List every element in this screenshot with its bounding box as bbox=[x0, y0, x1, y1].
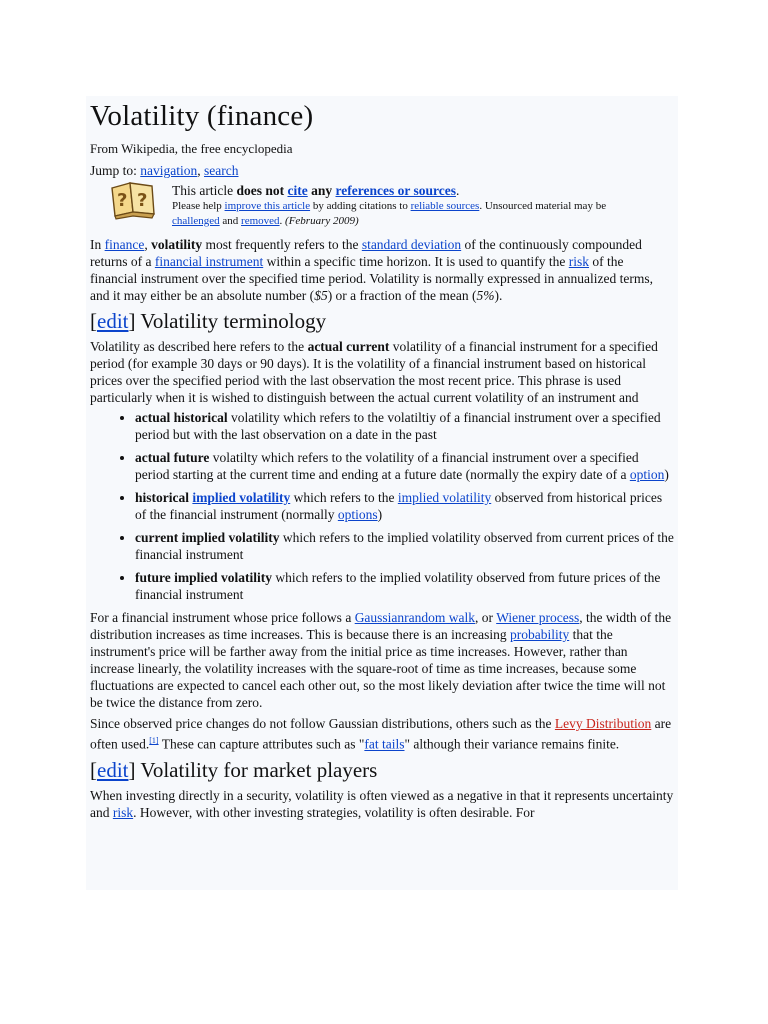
para-text: For a financial instrument whose price follows a bbox=[90, 610, 355, 625]
market-players-paragraph bbox=[90, 787, 674, 821]
page-title: Volatility (finance) bbox=[90, 100, 314, 132]
para-text: volatility of a financial instrument for a specified period (for example 30 days or 90 days). It is the volatility of a financial instrument based on historical prices over the specified period with the last observation the most recent price. This phrase is used particularly when it is wished to distinguish between the actual current volatility of an instrument and bbox=[90, 339, 658, 405]
para-text: Since observed price changes do not follow Gaussian distributions, others such as the bbox=[90, 716, 555, 731]
item-term: historical bbox=[135, 490, 189, 505]
section-heading-market-players: [edit] Volatility for market players bbox=[90, 757, 378, 782]
random-walk-paragraph bbox=[90, 609, 674, 711]
standard-deviation-link[interactable]: standard deviation bbox=[361, 237, 462, 252]
intro-text: , bbox=[144, 237, 152, 252]
para-text: are often used. bbox=[90, 716, 672, 752]
risk-link[interactable]: risk bbox=[568, 254, 590, 269]
notice-bold-text: does not bbox=[236, 183, 285, 198]
item-term: future implied volatility bbox=[135, 570, 272, 585]
para-text: When investing directly in a security, volatility is often viewed as a negative in that it represents uncertainty and bbox=[90, 787, 674, 820]
list-item bbox=[135, 449, 674, 483]
section-title: Volatility terminology bbox=[140, 309, 327, 333]
levy-paragraph bbox=[90, 715, 674, 753]
intro-text: ) or a fraction of the mean ( bbox=[327, 288, 477, 303]
terminology-paragraph bbox=[90, 338, 674, 406]
notice-bold-any: any bbox=[311, 183, 333, 198]
notice-period: . bbox=[455, 183, 460, 198]
item-text: observed from historical prices of the financial instrument (normally bbox=[135, 490, 663, 522]
intro-frac-example: 5% bbox=[476, 288, 495, 303]
item-text: which refers to the implied volatility observed from future prices of the financial instrument bbox=[135, 570, 661, 602]
notice-text-3: . Unsourced material may be bbox=[479, 200, 607, 212]
article-page bbox=[86, 96, 678, 890]
jump-to bbox=[90, 162, 674, 180]
book-icon bbox=[108, 180, 158, 220]
list-item bbox=[135, 409, 674, 443]
section-title: Volatility for market players bbox=[140, 757, 378, 782]
levy-distribution-link[interactable]: Levy Distribution bbox=[554, 716, 652, 731]
probability-link[interactable]: probability bbox=[510, 627, 570, 642]
item-term: actual historical bbox=[135, 410, 228, 425]
unreferenced-notice bbox=[90, 180, 674, 236]
notice-help-text: Please help bbox=[172, 200, 225, 212]
intro-text: ). bbox=[494, 288, 503, 303]
intro-abs-example: $5 bbox=[314, 288, 328, 303]
jump-separator: , bbox=[197, 163, 201, 178]
intro-text: of the continuously compounded returns of a bbox=[90, 237, 642, 269]
intro-text: In bbox=[90, 237, 105, 252]
options-link[interactable]: options bbox=[337, 507, 378, 522]
svg-text:?: ? bbox=[117, 190, 128, 211]
risk-link-2[interactable]: risk bbox=[112, 804, 134, 820]
notice-text: This article bbox=[172, 183, 237, 198]
site-subtitle: From Wikipedia, the free encyclopedia bbox=[90, 141, 293, 156]
item-text: ) bbox=[664, 467, 669, 482]
para-text: , the width of the distribution increases as time increases. This is because there is an increasing bbox=[90, 610, 672, 642]
finance-link[interactable]: finance bbox=[104, 237, 145, 252]
list-item bbox=[135, 569, 674, 603]
item-text: volatility which refers to the volatiltiy of a financial instrument over a specified period but with the last observation on a date in the past bbox=[135, 410, 661, 442]
option-link[interactable]: option bbox=[629, 467, 665, 482]
financial-instrument-link[interactable]: financial instrument bbox=[154, 254, 264, 269]
notice-period-2: . bbox=[279, 215, 286, 227]
para-text: Volatility as described here refers to the bbox=[90, 339, 308, 354]
edit-link-terminology[interactable]: edit bbox=[97, 309, 129, 333]
implied-volatility-bold-link[interactable]: implied volatility bbox=[192, 490, 291, 505]
para-text: , or bbox=[475, 610, 497, 625]
fat-tails-link[interactable]: fat tails bbox=[364, 736, 405, 752]
para-text: . However, with other investing strategies, volatility is often desirable. For bbox=[133, 804, 535, 820]
item-term: current implied volatility bbox=[135, 530, 280, 545]
item-text: ) bbox=[377, 507, 383, 522]
reference-1-link[interactable]: [1] bbox=[149, 736, 159, 745]
list-item bbox=[135, 489, 674, 523]
notice-line-2 bbox=[172, 199, 672, 229]
implied-volatility-link[interactable]: implied volatility bbox=[397, 490, 492, 505]
item-text: which refers to the bbox=[290, 490, 398, 505]
para-text: These can capture attributes such as " bbox=[158, 736, 365, 752]
intro-text: of the financial instrument over the specified time period. Volatility is normally expressed in annualized terms, and it may either be an absolute number ( bbox=[90, 254, 653, 303]
svg-text:?: ? bbox=[137, 190, 148, 211]
jump-navigation-link[interactable]: navigation bbox=[140, 163, 198, 178]
list-item bbox=[135, 529, 674, 563]
item-term: actual future bbox=[135, 450, 210, 465]
para-text: " although their variance remains finite. bbox=[404, 736, 620, 752]
intro-text: most frequently refers to the bbox=[202, 237, 362, 252]
jump-to-label: Jump to: bbox=[90, 163, 137, 178]
notice-date: (February 2009) bbox=[285, 215, 359, 227]
reliable-sources-link[interactable]: reliable sources bbox=[410, 200, 480, 212]
jump-search-link[interactable]: search bbox=[204, 163, 239, 178]
cite-link[interactable]: cite bbox=[287, 183, 308, 198]
para-text: that the instrument's price will be farther away from the initial price as time increases. However, rather than increase linearly, the volatility increases with the square-root of time as time increases, because some fluctuations are expected to cancel each other out, so the most likely deviation after twice the time will not be twice the distance from zero. bbox=[90, 627, 666, 710]
intro-text: within a specific time horizon. It is used to quantify the bbox=[263, 254, 569, 269]
wiener-process-link[interactable]: Wiener process bbox=[496, 610, 580, 625]
section-heading-terminology: [edit] Volatility terminology bbox=[90, 309, 327, 333]
intro-paragraph bbox=[90, 236, 674, 304]
removed-link[interactable]: removed bbox=[241, 215, 280, 227]
item-text: which refers to the implied volatility observed from current prices of the financial instrument bbox=[135, 530, 674, 562]
para-bold: actual current bbox=[307, 339, 390, 354]
item-text: volatilty which refers to the volatility of a financial instrument over a specified period starting at the current time and ending at a future date (normally the expiry date of a bbox=[135, 450, 639, 482]
notice-line-1 bbox=[172, 182, 459, 199]
references-link[interactable]: references or sources bbox=[335, 183, 456, 198]
terminology-list bbox=[90, 409, 674, 603]
intro-bold-volatility: volatility bbox=[151, 237, 203, 252]
gaussian-random-walk-link[interactable]: Gaussianrandom walk bbox=[354, 610, 476, 625]
edit-link-market-players[interactable]: edit bbox=[97, 757, 129, 782]
notice-and: and bbox=[219, 215, 242, 227]
notice-text-2: by adding citations to bbox=[310, 200, 411, 212]
improve-article-link[interactable]: improve this article bbox=[224, 200, 311, 212]
challenged-link[interactable]: challenged bbox=[172, 215, 220, 227]
